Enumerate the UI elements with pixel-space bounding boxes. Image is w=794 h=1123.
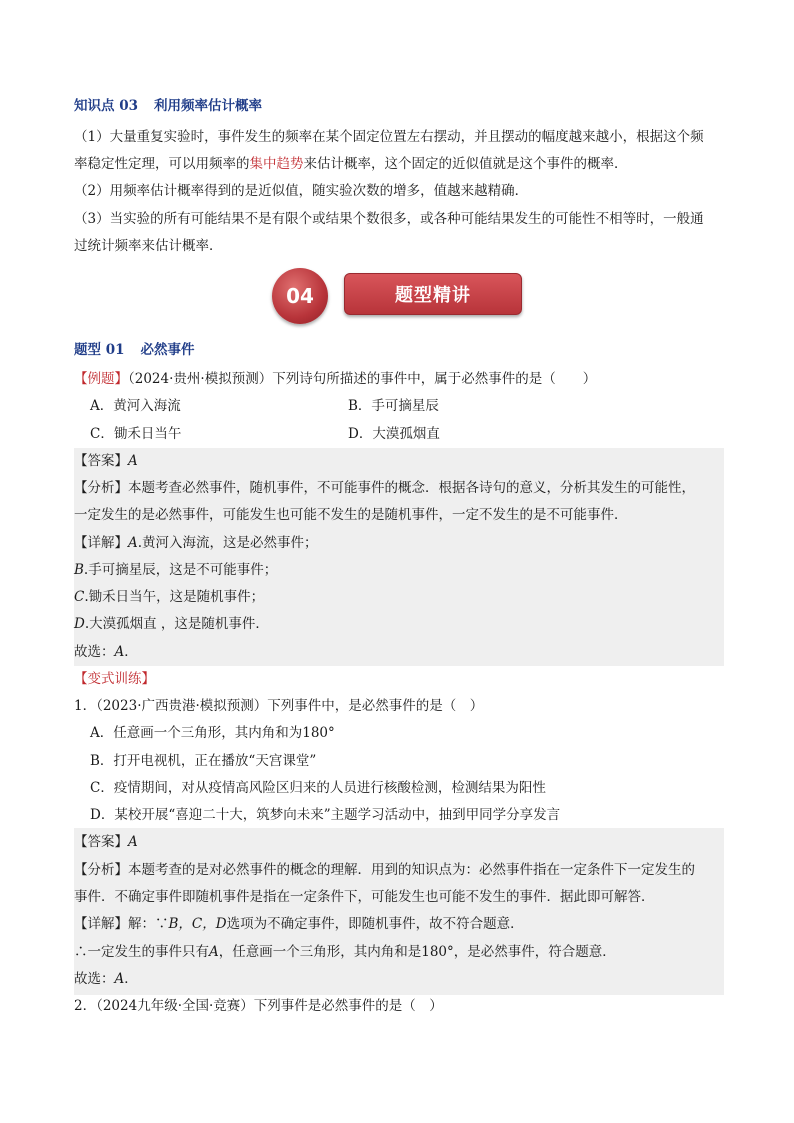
example-detail-b: B.手可摘星辰，这是不可能事件； [74, 562, 278, 578]
highlight-term: 集中趋势 [249, 156, 304, 172]
practice-q1-option-a: A．任意画一个三角形，其内角和为180° [90, 725, 335, 741]
knowledge-paragraph-1a: （1）大量重复实验时，事件发生的频率在某个固定位置左右摆动，并且摆动的幅度越来越小，根据这个频 [74, 129, 704, 145]
knowledge-heading-title: 利用频率估计概率 [154, 98, 262, 114]
practice-q1-option-c: C．疫情期间，对从疫情高风险区归来的人员进行核酸检测，检测结果为阳性 [90, 780, 546, 796]
practice-analysis-2: 事件．不确定事件即随机事件是指在一定条件下，可能发生也可能不发生的事件．据此即可解答． [74, 889, 655, 905]
type-heading-number: 题型 01 [74, 342, 125, 358]
practice-solution-panel [74, 828, 724, 995]
example-choose: 故选：A． [74, 644, 138, 660]
practice-question-2: 2．（2024九年级·全国·竞赛）下列事件是必然事件的是（ ） [74, 998, 443, 1014]
practice-detail-1: 【详解】解：∵B，C，D选项为不确定事件，即随机事件，故不符合题意． [74, 916, 524, 932]
section-banner [272, 268, 522, 324]
practice-tag: 【变式训练】 [74, 671, 155, 687]
example-option-c: C．锄禾日当午 [90, 426, 182, 442]
example-detail-c: C.锄禾日当午，这是随机事件； [74, 589, 265, 605]
example-detail-d: D.大漠孤烟直 ，这是随机事件． [74, 616, 269, 632]
example-analysis-1: 【分析】本题考查必然事件，随机事件，不可能事件的概念．根据各诗句的意义，分析其发生的可能性， [74, 480, 695, 496]
practice-answer: 【答案】A [74, 834, 138, 850]
knowledge-heading-number: 知识点 03 [74, 98, 138, 114]
practice-q1-option-b: B．打开电视机，正在播放“天宫课堂” [90, 753, 317, 769]
example-detail-a: 【详解】A.黄河入海流，这是必然事件； [74, 535, 318, 551]
practice-q1-option-d: D．某校开展“喜迎二十大，筑梦向未来”主题学习活动中，抽到甲同学分享发言 [90, 807, 561, 823]
example-option-b: B．手可摘星辰 [348, 398, 439, 414]
practice-detail-2: ∴一定发生的事件只有A，任意画一个三角形，其内角和是180°，是必然事件，符合题意． [74, 944, 616, 960]
type-heading [74, 340, 195, 360]
example-option-d: D．大漠孤烟直 [348, 426, 440, 442]
knowledge-heading [74, 96, 262, 116]
knowledge-paragraph-2: （2）用频率估计概率得到的是近似值，随实验次数的增多，值越来越精确． [74, 183, 529, 199]
section-number-badge: 04 [272, 268, 328, 324]
example-analysis-2: 一定发生的是必然事件，可能发生也可能不发生的是随机事件，一定不发生的是不可能事件． [74, 507, 628, 523]
section-title-badge: 题型精讲 [344, 273, 522, 315]
knowledge-paragraph-3a: （3）当实验的所有可能结果不是有限个或结果个数很多，或各种可能结果发生的可能性不相等时，一般通 [74, 211, 704, 227]
example-option-a: A．黄河入海流 [90, 398, 181, 414]
example-question: 【例题】（2024·贵州·模拟预测）下列诗句所描述的事件中，属于必然事件的是（ ） [74, 371, 597, 387]
knowledge-paragraph-3b: 过统计频率来估计概率． [74, 238, 223, 254]
type-heading-title: 必然事件 [140, 342, 195, 358]
practice-analysis-1: 【分析】本题考查的是对必然事件的概念的理解．用到的知识点为：必然事件指在一定条件下一定发生的 [74, 862, 695, 878]
example-answer: 【答案】A [74, 453, 138, 469]
example-tag: 【例题】 [74, 371, 128, 387]
knowledge-paragraph-1b: 率稳定性定理，可以用频率的集中趋势来估计概率，这个固定的近似值就是这个事件的概率． [74, 156, 628, 172]
practice-question-1: 1．（2023·广西贵港·模拟预测）下列事件中，是必然事件的是（ ） [74, 698, 484, 714]
practice-choose: 故选：A． [74, 971, 138, 987]
